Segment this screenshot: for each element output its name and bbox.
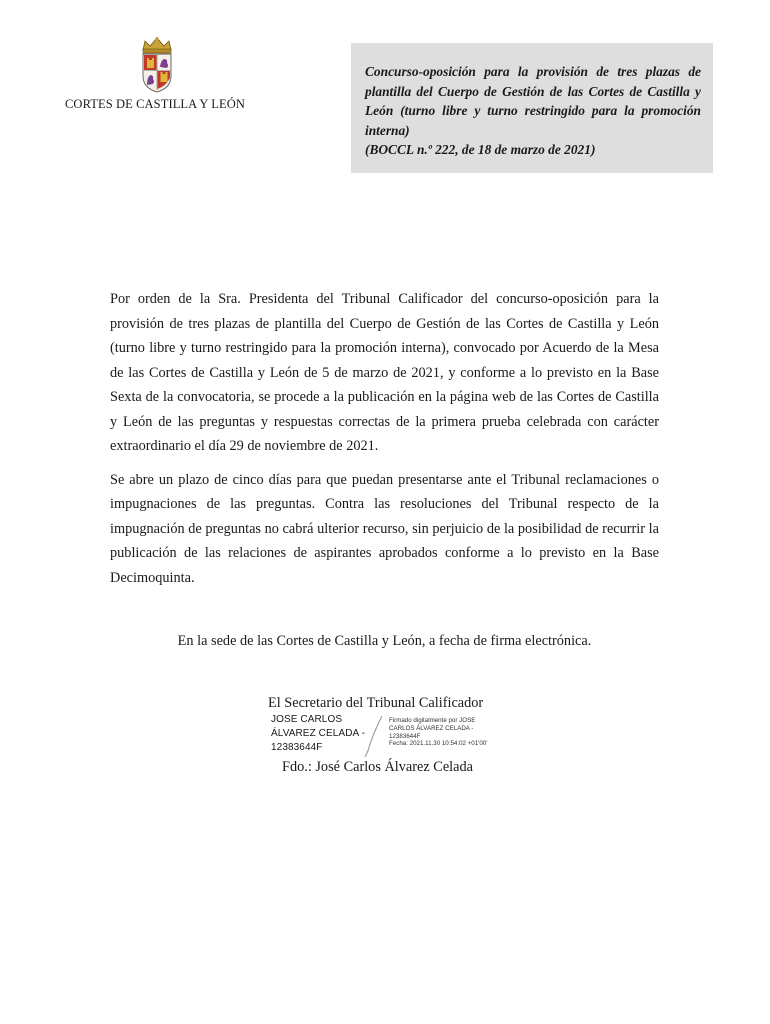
signer-title: El Secretario del Tribunal Calificador bbox=[268, 695, 484, 711]
signature-stroke-icon bbox=[360, 714, 390, 758]
institution-name: CORTES DE CASTILLA Y LEÓN bbox=[65, 97, 245, 111]
paragraph: Se abre un plazo de cinco días para que puedan presentarse ante el Tribunal reclamaciones o impugnaciones de las preguntas. Contra las resoluciones del Tribunal respecto de la impugnación de preguntas no cabrá ulterior recurso, sin perjuicio de la posibilidad de recurrir la publicación de las relaciones de aspirantes aprobados conforme a lo previsto en la Base Decimoquinta. bbox=[110, 471, 659, 586]
competition-title: Concurso-oposición para la provisión de tres plazas de plantilla del Cuerpo de Gestión de las Cortes de Castilla y León (turno libre y turno restringido para la promoción interna) bbox=[365, 64, 701, 138]
competition-title-box bbox=[351, 43, 713, 173]
coat-of-arms-icon bbox=[137, 36, 177, 94]
signature-detail-line: Firmado digitalmente por JOSE bbox=[389, 717, 476, 724]
bulletin-reference: (BOCCL n.º 222, de 18 de marzo de 2021) bbox=[365, 142, 596, 157]
body-text bbox=[110, 287, 659, 599]
signature-detail-line: Fecha: 2021.11.30 10:54:02 +01'00' bbox=[389, 740, 488, 748]
signature-name-line: JOSE CARLOS bbox=[271, 714, 343, 725]
signed-by: Fdo.: José Carlos Álvarez Celada bbox=[282, 759, 473, 775]
signature-detail-line: 12383644F bbox=[389, 732, 421, 740]
signature-detail-line: CARLOS ÁLVAREZ CELADA - bbox=[389, 724, 474, 732]
signature-name-line: 12383644F bbox=[271, 742, 323, 753]
paragraph: Por orden de la Sra. Presidenta del Tribunal Calificador del concurso-oposición para la provisión de tres plazas de plantilla del Cuerpo de Gestión de las Cortes de Castilla y León (turno libre y turno restringido para la promoción interna), convocado por Acuerdo de la Mesa de las Cortes de Castilla y León de 5 de marzo de 2021, y conforme a lo previsto en la Base Sexta de la convocatoria, se procede a la publicación en la página web de las Cortes de Castilla y León de las preguntas y respuestas correctas de la primera prueba celebrada con carácter extraordinario el día 29 de noviembre de 2021. bbox=[110, 291, 659, 454]
place-and-date: En la sede de las Cortes de Castilla y León, a fecha de firma electrónica. bbox=[177, 633, 592, 649]
signature-name-line: ÁLVAREZ CELADA - bbox=[271, 728, 366, 739]
digital-signature-details bbox=[389, 717, 509, 748]
